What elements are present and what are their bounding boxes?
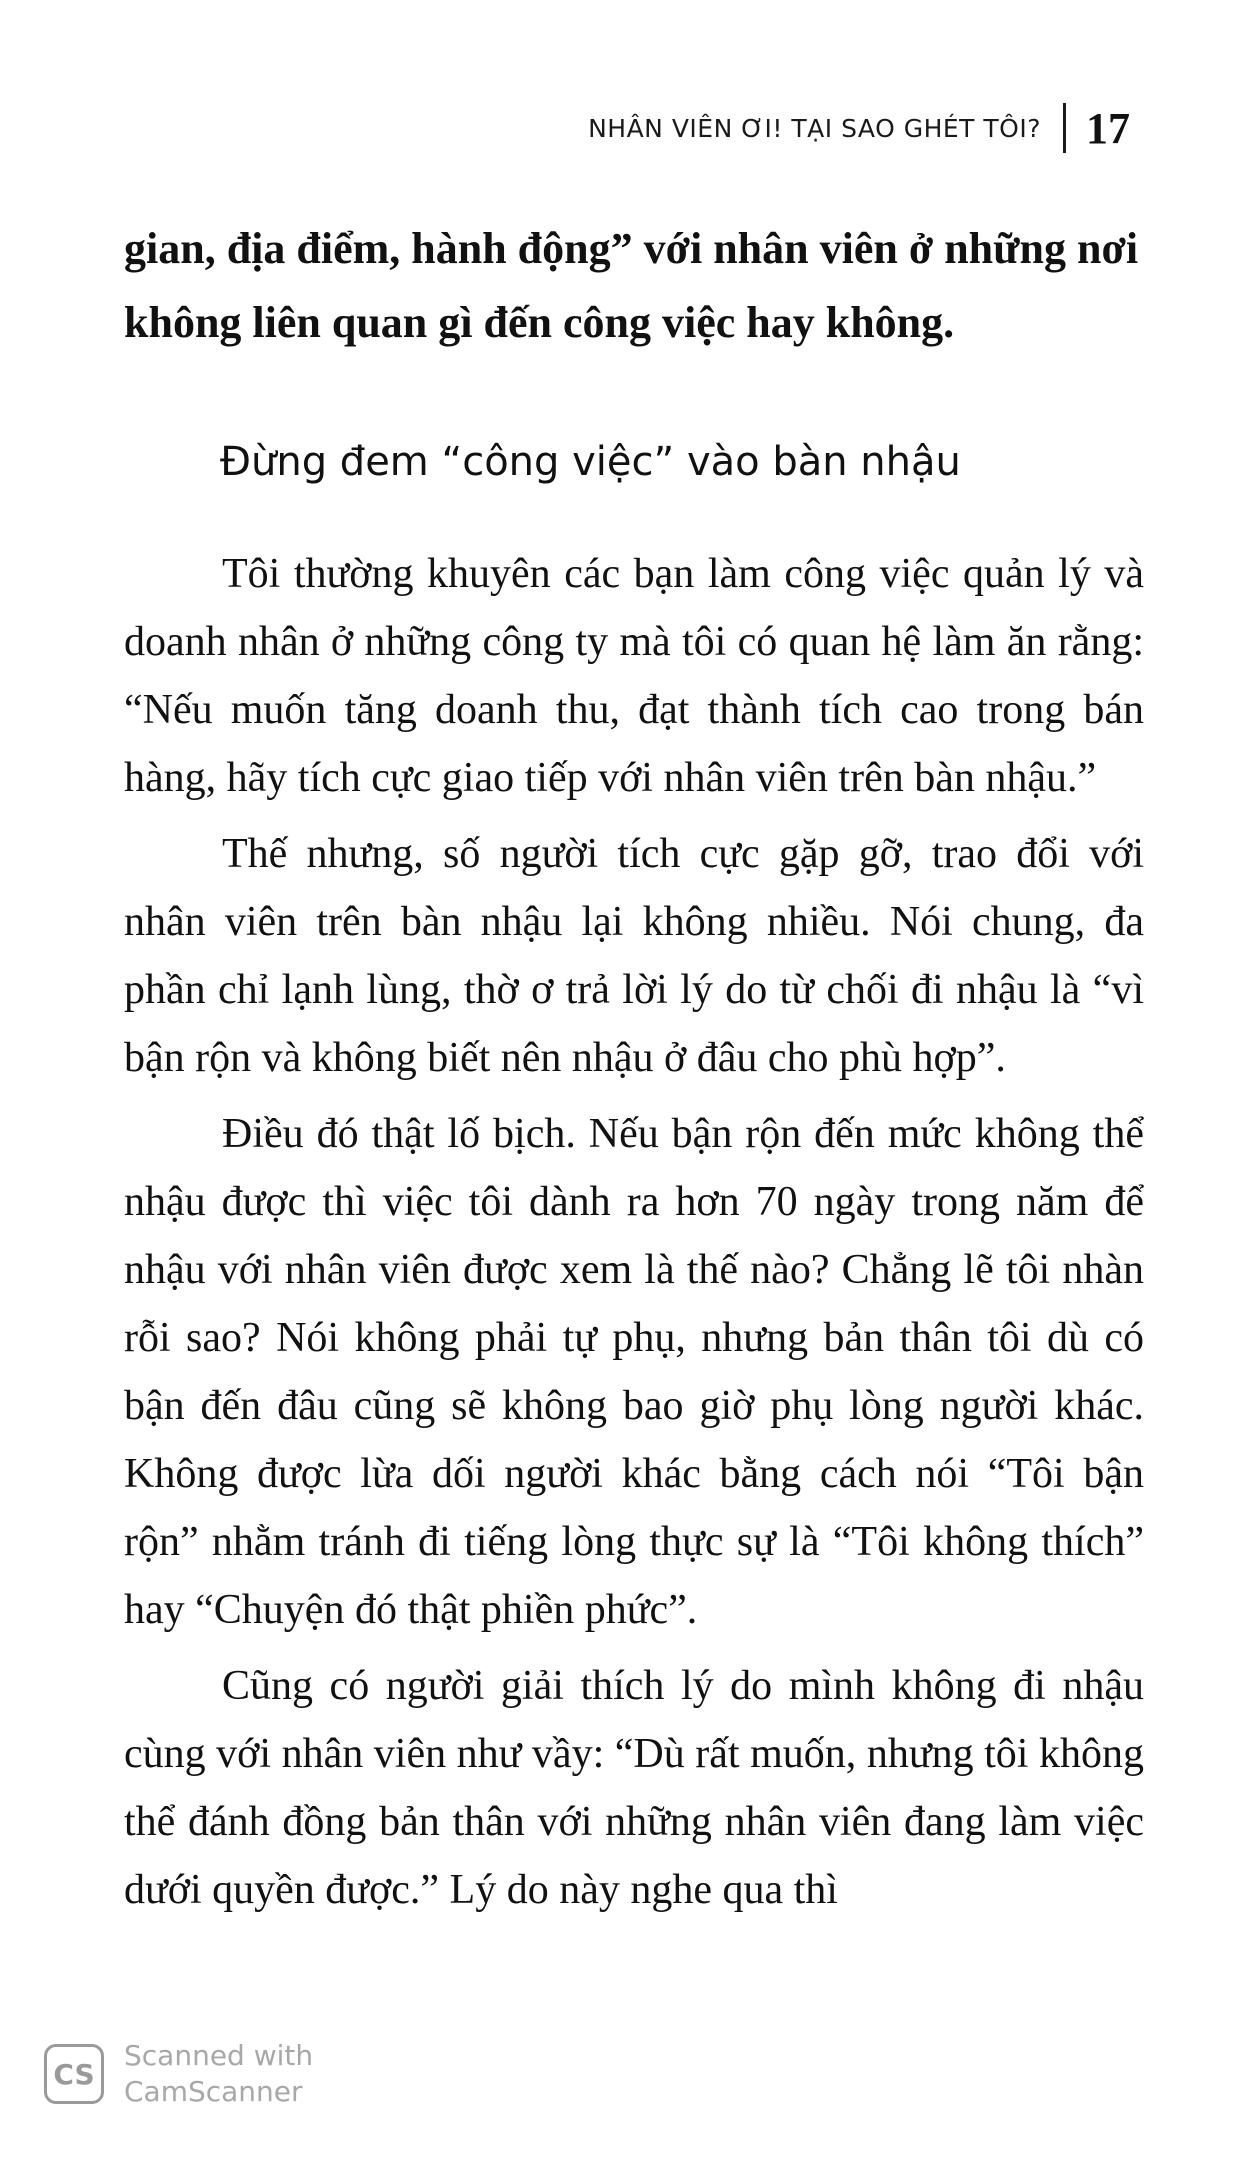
camscanner-watermark [44, 2038, 313, 2110]
header-divider [1063, 103, 1066, 153]
paragraph: Thế nhưng, số người tích cực gặp gỡ, trao đổi với nhân viên trên bàn nhậu lại không nhiều. Nói chung, đa phần chỉ lạnh lùng, thờ ơ trả lời lý do từ chối đi nhậu là “vì bận rộn và không biết nên nhậu ở đâu cho phù hợp”. [124, 831, 1144, 1081]
running-title: NHÂN VIÊN ƠI! TẠI SAO GHÉT TÔI? [588, 113, 1041, 143]
page-number: 17 [1086, 103, 1130, 153]
paragraph: Tôi thường khuyên các bạn làm công việc quản lý và doanh nhân ở những công ty mà tôi có quan hệ làm ăn rằng: “Nếu muốn tăng doanh thu, đạt thành tích cao trong bán hàng, hãy tích cực giao tiếp với nhân viên trên bàn nhậu.” [124, 551, 1144, 801]
paragraph: Điều đó thật lố bịch. Nếu bận rộn đến mức không thể nhậu được thì việc tôi dành ra hơn 70 ngày trong năm để nhậu với nhân viên được xem là thế nào? Chẳng lẽ tôi nhàn rỗi sao? Nói không phải tự phụ, nhưng bản thân tôi dù có bận đến đâu cũng sẽ không bao giờ phụ lòng người khác. Không được lừa dối người khác bằng cách nói “Tôi bận rộn” nhằm tránh đi tiếng lòng thực sự là “Tôi không thích” hay “Chuyện đó thật phiền phức”. [124, 1111, 1144, 1633]
watermark-text [124, 2038, 313, 2110]
intro-paragraph: gian, địa điểm, hành động” với nhân viên ở những nơi không liên quan gì đến công việc hay không. [124, 224, 1139, 347]
watermark-line-1: Scanned with [124, 2039, 314, 2072]
running-head [588, 100, 1130, 156]
paragraph: Cũng có người giải thích lý do mình không đi nhậu cùng với nhân viên như vầy: “Dù rất muốn, nhưng tôi không thể đánh đồng bản thân với những nhân viên đang làm việc dưới quyền được.” Lý do này nghe qua thì [124, 1663, 1144, 1913]
section-heading: Đừng đem “công việc” vào bàn nhậu [220, 439, 961, 485]
body-text [124, 540, 1144, 1932]
camscanner-logo-icon: CS [44, 2044, 104, 2104]
watermark-line-2: CamScanner [124, 2075, 303, 2108]
